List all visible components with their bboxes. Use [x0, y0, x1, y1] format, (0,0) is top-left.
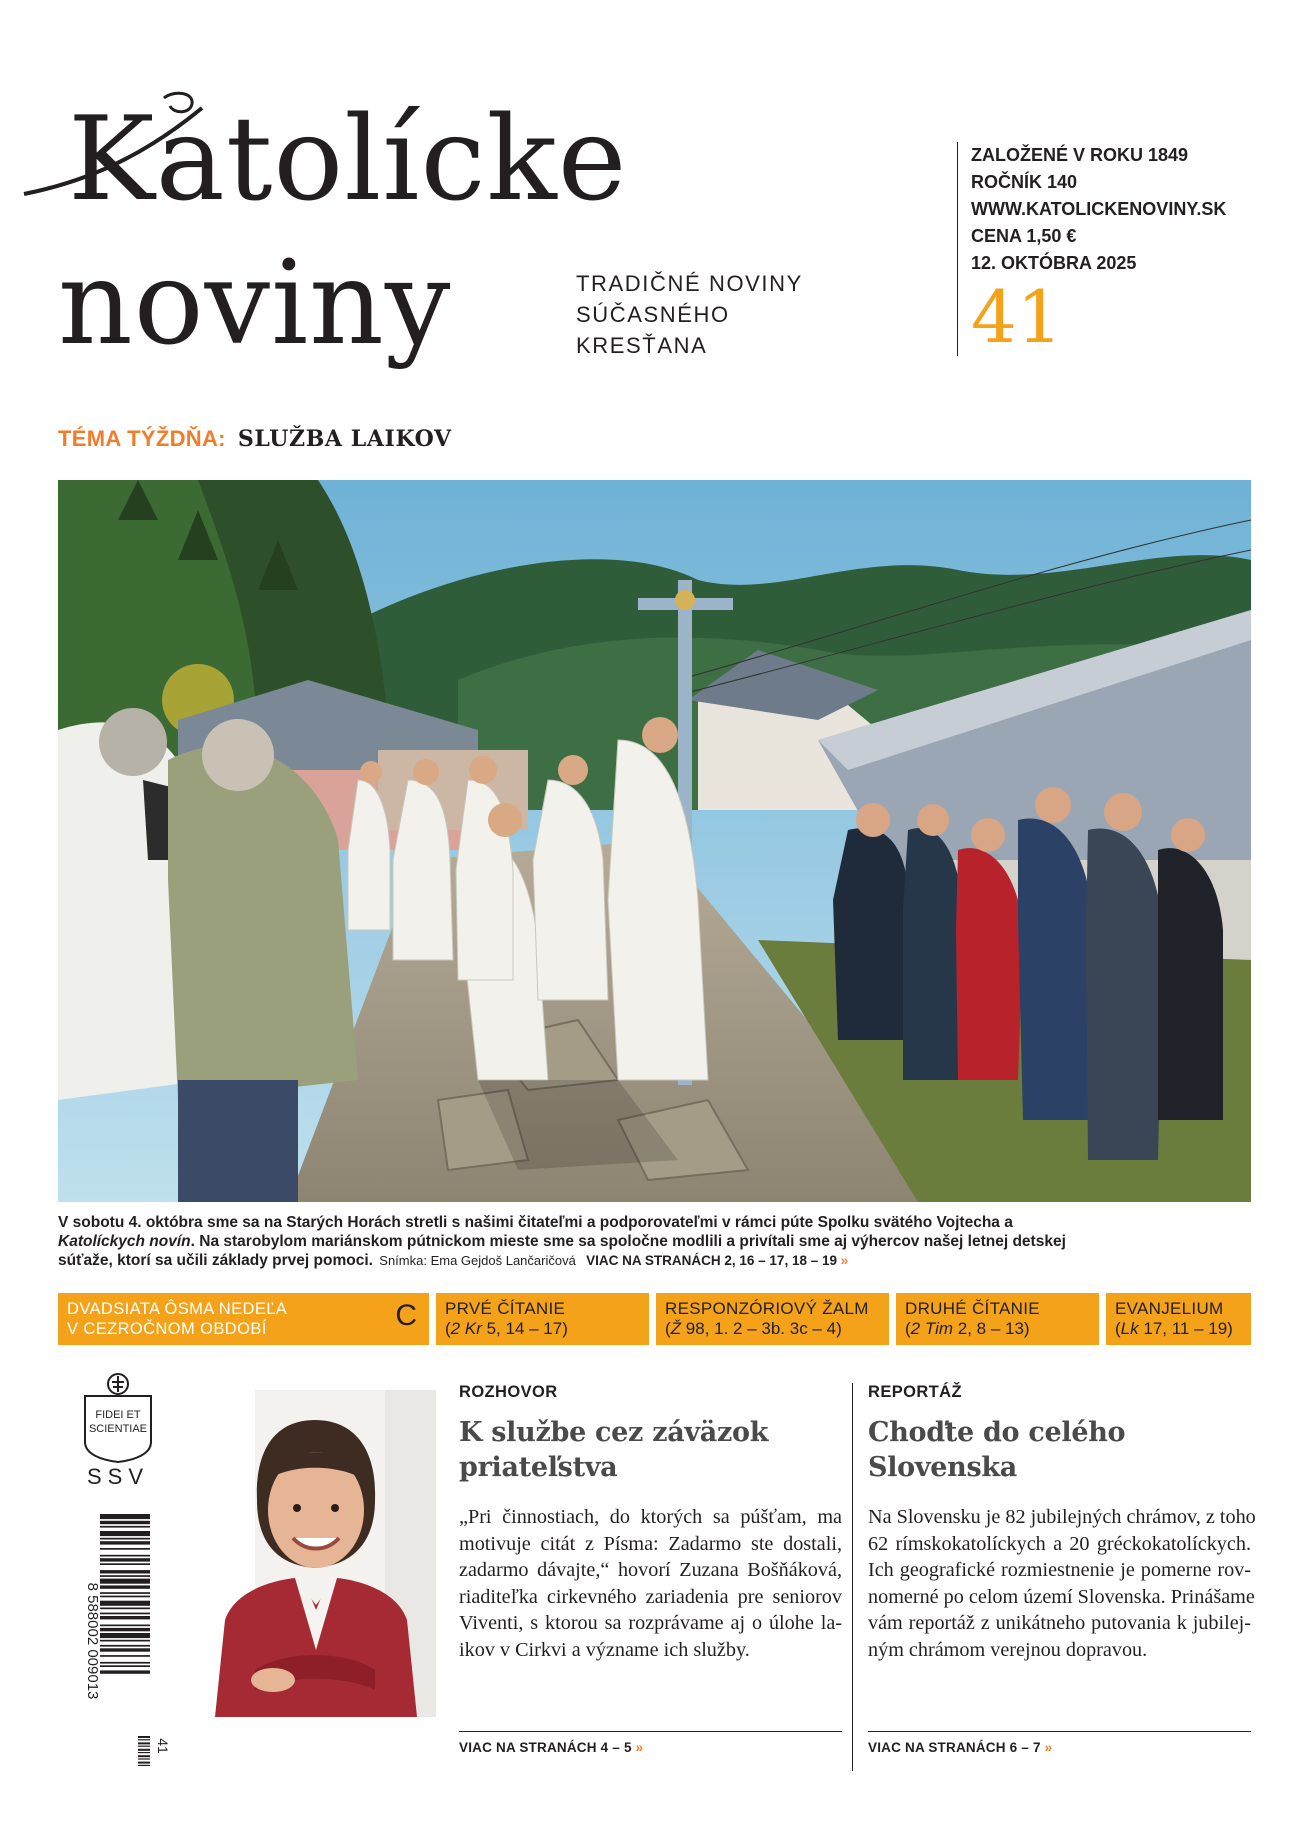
- price: CENA 1,50 €: [971, 226, 1077, 246]
- paren: (: [1115, 1319, 1121, 1338]
- second-reading: [896, 1293, 1099, 1345]
- website-link[interactable]: WWW.KATOLICKENOVINY.SK: [971, 199, 1227, 219]
- article-body: [868, 1504, 1256, 1663]
- chevron-right-icon: »: [1044, 1740, 1053, 1755]
- interview-more-link[interactable]: [459, 1731, 842, 1755]
- book: 2 Kr: [450, 1319, 482, 1338]
- sunday-line2: V CEZROČNOM OBDOBÍ: [67, 1320, 267, 1338]
- book: 2 Tim: [910, 1319, 954, 1338]
- headline-line: Choďte do celého: [868, 1417, 1126, 1448]
- article-report: [868, 1383, 1256, 1663]
- verses: 5, 14 – 17): [481, 1319, 568, 1338]
- portrait-illustration: [195, 1390, 436, 1717]
- second-reading-ref: [905, 1318, 1090, 1339]
- gospel-ref: [1115, 1318, 1242, 1339]
- verses: 2, 8 – 13): [953, 1319, 1030, 1338]
- body-line: 62 rímskokatolíckych a 20 gréckokatolíckych.: [868, 1532, 1251, 1555]
- sunday-line1: DVADSIATA ÔSMA NEDEĽA: [67, 1300, 288, 1318]
- crest-motto-line2: SCIENTIAE: [88, 1423, 148, 1435]
- ssv-crest-logo: [75, 1372, 161, 1490]
- book: Ž: [670, 1319, 682, 1338]
- second-reading-title: DRUHÉ ČÍTANIE: [905, 1299, 1040, 1318]
- verses: 98, 1. 2 – 3b. 3c – 4): [681, 1319, 842, 1338]
- body-line: „Pri činnostiach, do ktorých sa púšťam, ma: [459, 1506, 842, 1528]
- crest-letters: SSV: [86, 1464, 150, 1489]
- caption-more-label: VIAC NA STRANÁCH 2, 16 – 17, 18 – 19: [586, 1253, 837, 1268]
- body-line: zadarmo dávajte,“ hovorí Zuzana Bošňáková,: [459, 1559, 842, 1581]
- body-line: ným chrámom verejnou dopravou.: [868, 1638, 1148, 1661]
- verses: 17, 11 – 19): [1138, 1319, 1233, 1338]
- crest-motto-line1: FIDEI ET: [95, 1409, 141, 1421]
- article-headline[interactable]: [868, 1415, 1251, 1485]
- theme-label: TÉMA TÝŽDŇA:: [58, 426, 226, 451]
- first-reading: [436, 1293, 649, 1345]
- paren: (: [905, 1319, 911, 1338]
- paren: (: [665, 1319, 671, 1338]
- chevron-right-icon: »: [635, 1740, 644, 1755]
- barcode-digits: 8 588002 009013: [84, 1582, 101, 1700]
- liturgical-cycle: C: [395, 1299, 417, 1332]
- masthead-title-line1: Katolícke: [68, 92, 628, 227]
- procession-photo-illustration: [58, 480, 1251, 1202]
- founded-year: ZALOŽENÉ V ROKU 1849: [971, 145, 1189, 165]
- liturgy-strip: [58, 1293, 1251, 1345]
- body-line: Na Slovensku je 82 jubilejných chrámov, z toho: [868, 1506, 1256, 1528]
- body-line: nomerné po celom území Slovenska. Prinášame: [868, 1585, 1255, 1608]
- first-reading-ref: [445, 1318, 640, 1339]
- article-body: [459, 1504, 842, 1663]
- report-more-link[interactable]: [868, 1731, 1251, 1755]
- photo-caption: [58, 1213, 1098, 1270]
- theme-title: SLUŽBA LAIKOV: [237, 426, 452, 452]
- body-line: ikov v Cirkvi a význame ich služby.: [459, 1638, 750, 1661]
- article-kicker: ROZHOVOR: [459, 1383, 558, 1401]
- issue-number: 41: [971, 275, 1063, 359]
- liturgical-sunday: [58, 1293, 429, 1345]
- chevron-right-icon: »: [840, 1253, 849, 1268]
- gospel-title: EVANJELIUM: [1115, 1299, 1224, 1318]
- book: Lk: [1120, 1319, 1139, 1338]
- masthead-title-line2: noviny: [58, 236, 452, 371]
- psalm-ref: [665, 1318, 880, 1339]
- theme-of-week: [58, 426, 452, 452]
- responsorial-psalm: [656, 1293, 889, 1345]
- interview-portrait: [195, 1390, 436, 1717]
- cover-photo: [58, 480, 1251, 1202]
- barcode: [72, 1510, 171, 1772]
- more-label: VIAC NA STRANÁCH 4 – 5: [459, 1740, 632, 1755]
- body-line: vám reportáž z unikátneho putovania k jubilej-: [868, 1612, 1251, 1634]
- tagline-line: KRESŤANA: [576, 333, 708, 358]
- caption-text: V sobotu 4. októbra sme sa na Starých Horách stretli s našimi čitateľmi a podporovateľmi v rámci púte Spolku svätého Vojtecha a: [58, 1214, 1013, 1231]
- more-label: VIAC NA STRANÁCH 6 – 7: [868, 1740, 1041, 1755]
- tagline: [576, 268, 836, 361]
- headline-line: priateľstva: [459, 1452, 618, 1483]
- photo-credit: Snímka: Ema Gejdoš Lančaričová: [379, 1253, 576, 1268]
- headline-line: Slovenska: [868, 1452, 1017, 1483]
- issue-meta: [957, 142, 1227, 359]
- paren: (: [445, 1319, 451, 1338]
- article-interview: [459, 1383, 842, 1663]
- barcode-addon: 41: [155, 1738, 171, 1754]
- psalm-title: RESPONZÓRIOVÝ ŽALM: [665, 1299, 869, 1318]
- body-line: motivuje citát z Písma: Zadarmo ste dostali,: [459, 1532, 842, 1555]
- issue-date: 12. OKTÓBRA 2025: [971, 253, 1137, 273]
- caption-publication: Katolíckych novín: [58, 1233, 191, 1250]
- volume: ROČNÍK 140: [971, 172, 1078, 192]
- tagline-line: SÚČASNÉHO: [576, 302, 730, 327]
- body-line: Viventi, s ktorou sa rozprávame aj o úlohe la-: [459, 1612, 842, 1634]
- caption-more-link[interactable]: [586, 1253, 848, 1268]
- gospel: [1106, 1293, 1251, 1345]
- column-divider: [852, 1383, 853, 1771]
- body-line: riaditeľka cirkevného zariadenia pre seniorov: [459, 1585, 842, 1608]
- article-kicker: REPORTÁŽ: [868, 1383, 962, 1401]
- first-reading-title: PRVÉ ČÍTANIE: [445, 1299, 566, 1318]
- barcode-bars-icon: [72, 1510, 171, 1772]
- body-line: Ich geografické rozmiestnenie je pomerne rov-: [868, 1559, 1251, 1581]
- headline-line: K službe cez záväzok: [459, 1417, 769, 1448]
- caption-text: . Na starobylom mariánskom pútnickom mieste sme sa spoločne modlili a privítali sme aj výhercov našej letnej detskej súťaže, ktorí sa učili základy prvej pomoci.: [58, 1233, 1066, 1269]
- article-headline[interactable]: [459, 1415, 842, 1485]
- masthead: [24, 86, 803, 406]
- tagline-line: TRADIČNÉ NOVINY: [576, 271, 803, 296]
